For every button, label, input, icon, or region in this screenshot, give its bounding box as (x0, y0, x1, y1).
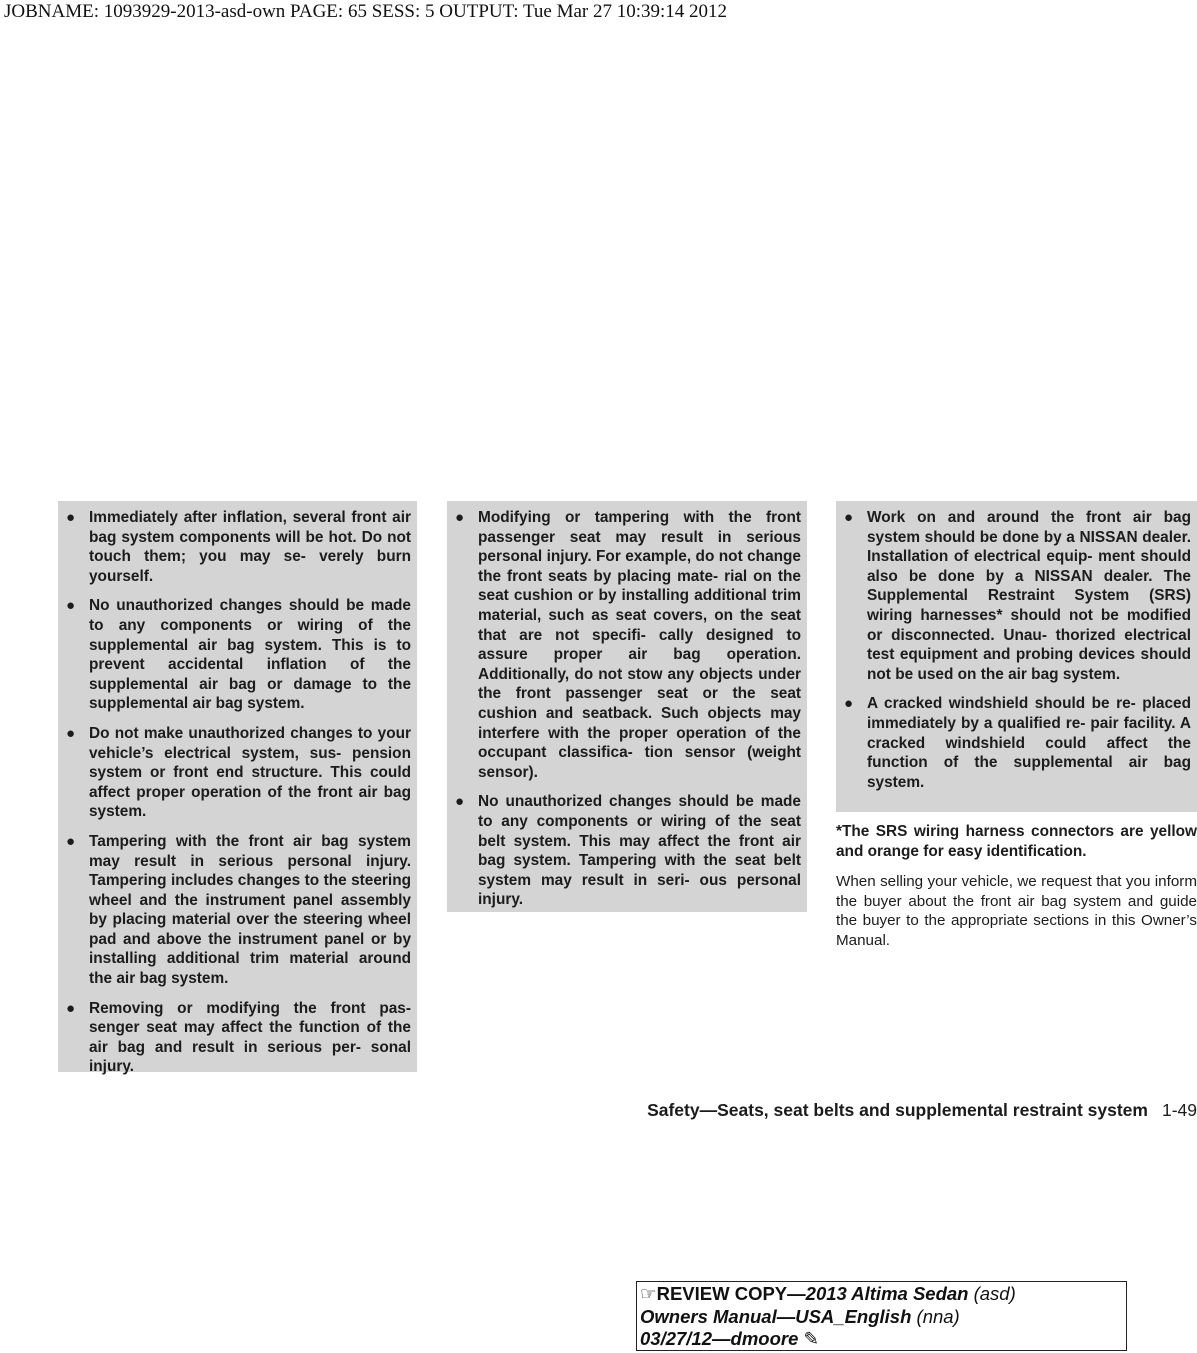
manual-name: Owners Manual—USA_English (640, 1305, 912, 1327)
bullet-icon: ● (844, 509, 854, 526)
review-line-3 (640, 1328, 1126, 1351)
warning-item: ● Removing or modifying the front pas- senger seat may affect the function of the air bag and result in serious per- sonal injury. (66, 999, 411, 1076)
review-copy-stamp (636, 1281, 1127, 1351)
vehicle-code: (asd) (973, 1283, 1016, 1304)
review-line-2 (640, 1306, 1126, 1329)
page-number: 1-49 (1161, 1100, 1197, 1120)
bullet-icon: ● (455, 509, 465, 526)
pointing-hand-icon: ☞ (640, 1283, 657, 1304)
warning-item: ● Modifying or tampering with the front passenger seat may result in serious personal injury. For example, do not change the front seats by placing mate- rial on the seat cushion or by installing additional trim material, such as seat covers, on the seat that are not specifi- cally designed to assure proper air bag operation. Additionally, do not stow any objects under the front passenger seat or the seat cushion and seatback. Such objects may interfere with the proper operation of the occupant classifica- tion sensor (weight sensor). (455, 509, 801, 781)
bullet-icon: ● (66, 597, 76, 615)
warning-box-right (836, 501, 1197, 812)
warning-box-middle (447, 501, 807, 912)
warning-item: ● Tampering with the front air bag system may result in serious personal injury. Tampering includes changes to the steering wheel and the instrument panel assembly by placing material over the steering wheel pad and above the instrument panel or by installing additional trim material around the air bag system. (66, 832, 411, 988)
bullet-icon: ● (66, 999, 76, 1017)
review-label: REVIEW COPY— (656, 1283, 806, 1304)
vehicle-title: 2013 Altima Sedan (805, 1283, 969, 1304)
review-line-1 (640, 1283, 1126, 1306)
warning-item: ● Do not make unauthorized changes to your vehicle’s electrical system, sus- pension system or front end structure. This could affect proper operation of the front air bag system. (66, 724, 411, 821)
warning-box-left (58, 501, 417, 1076)
srs-connector-note: *The SRS wiring harness connectors are yellow and orange for easy identification. (836, 823, 1197, 860)
warning-item: ● Immediately after inflation, several front air bag system components will be hot. Do not touch them; you may se- verely burn yourself. (66, 509, 411, 585)
footer-section-title: Safety—Seats, seat belts and supplemental restraint system (647, 1100, 1148, 1120)
pencil-icon: ✎ (803, 1328, 820, 1349)
warning-item: ● No unauthorized changes should be made to any components or wiring of the seat belt system. This may affect the front air bag system. Tampering with the seat belt system may result in seri- ous personal injury. (455, 793, 801, 909)
warning-item: ● A cracked windshield should be re- placed immediately by a qualified re- pair facility. A cracked windshield could affect the function of the supplemental air bag system. (844, 695, 1191, 791)
review-date-editor: 03/27/12—dmoore (640, 1328, 799, 1349)
page-footer (647, 1099, 1197, 1121)
bullet-icon: ● (455, 793, 465, 811)
manual-code: (nna) (916, 1305, 960, 1327)
bullet-icon: ● (66, 832, 76, 850)
print-job-header: JOBNAME: 1093929-2013-asd-own PAGE: 65 SESS: 5 OUTPUT: Tue Mar 27 10:39:14 2012 (4, 1, 728, 22)
body-paragraph: When selling your vehicle, we request that you inform the buyer about the front air bag system and guide the buyer to the appropriate sections in this Owner’s Manual. (836, 873, 1197, 949)
bullet-icon: ● (844, 695, 854, 713)
bullet-icon: ● (66, 724, 76, 742)
warning-item: ● No unauthorized changes should be made to any components or wiring of the supplemental air bag system. This is to prevent accidental inflation of the supplemental air bag or damage to the supplemental air bag system. (66, 597, 411, 713)
warning-item: ● Work on and around the front air bag system should be done by a NISSAN dealer. Installation of electrical equip- ment should also be done by a NISSAN dealer. The Supplemental Restraint System (SRS) wiring harnesses* should not be modified or disconnected. Unau- thorized electrical test equipment and probing devices should not be used on the air bag system. (844, 509, 1191, 683)
bullet-icon: ● (66, 509, 76, 526)
